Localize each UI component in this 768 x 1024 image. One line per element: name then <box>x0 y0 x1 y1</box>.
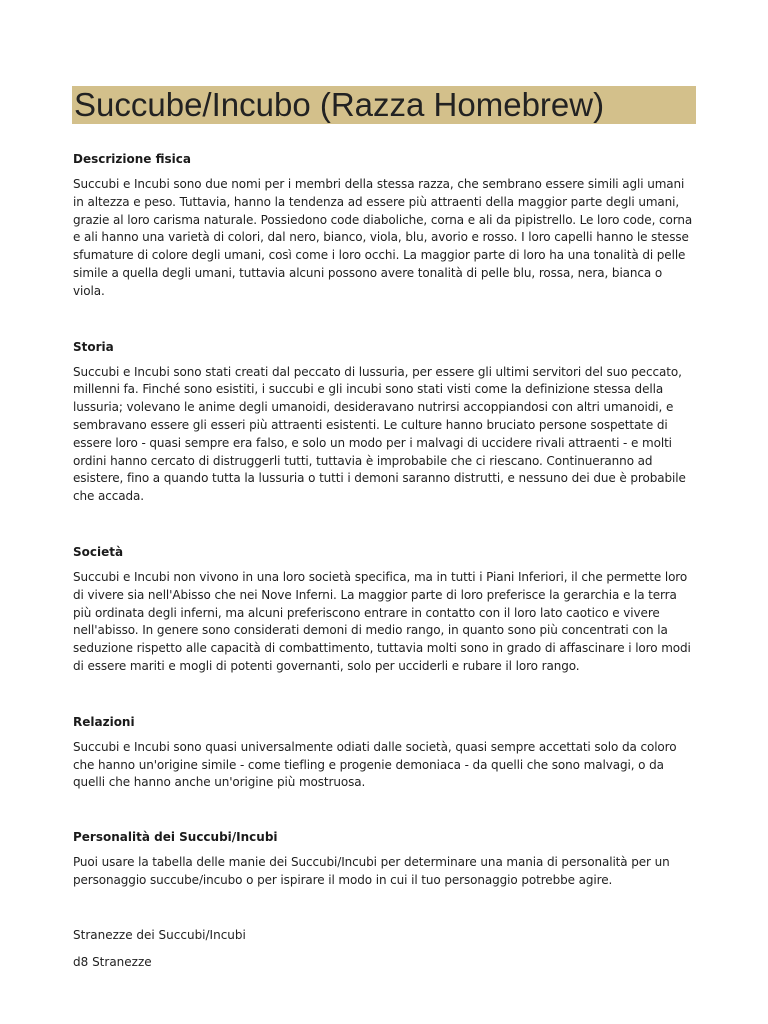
quirks-table-header: d8 Stranezze <box>73 954 152 969</box>
section-paragraph: Succubi e Incubi sono quasi universalmente odiati dalle società, quasi sempre accettati solo da coloro che hanno un'origine simile - come tiefling e progenie demoniaca - da quelli che sono malvagi, o da quelli che hanno anche un'origine più mostruosa. <box>73 739 677 790</box>
section-heading: Relazioni <box>73 714 135 729</box>
section-paragraph: Succubi e Incubi sono due nomi per i membri della stessa razza, che sembrano essere simili agli umani in altezza e peso. Tuttavia, hanno la tendenza ad essere più attraenti della maggior parte degli umani, grazie al loro carisma naturale. Possiedono code diaboliche, corna e ali da pipistrello. Le loro code, corna e ali hanno una varietà di colori, dal nero, bianco, viola, blu, avorio e rosso. I loro capelli hanno le stesse sfumature di colore degli umani, così come i loro occhi. La maggior parte di loro ha una tonalità di pelle simile a quella degli umani, tuttavia alcuni possono avere tonalità di pelle blu, rossa, nera, bianca o viola. <box>73 177 693 298</box>
page-title: Succube/Incubo (Razza Homebrew) <box>74 86 605 123</box>
section-paragraph: Puoi usare la tabella delle manie dei Succubi/Incubi per determinare una mania di personalità per un personaggio succube/incubo o per ispirare il modo in cui il tuo personaggio potrebbe agire. <box>73 855 670 887</box>
quirks-table-title: Stranezze dei Succubi/Incubi <box>73 927 246 942</box>
section-heading: Personalità dei Succubi/Incubi <box>73 830 278 845</box>
section-heading: Società <box>73 544 124 559</box>
section-society <box>73 543 693 676</box>
section-relations <box>73 713 693 792</box>
section-heading: Storia <box>73 339 114 354</box>
section-paragraph: Succubi e Incubi sono stati creati dal peccato di lussuria, per essere gli ultimi servitori del suo peccato, millenni fa. Finché sono esistiti, i succubi e gli incubi sono stati visti come la definizione stessa della lussuria; volevano le anime degli umanoidi, desideravano nutrirsi accoppiandosi con altri umanoidi, e sembravano essere gli esseri più attraenti esistenti. Le culture hanno bruciato persone sospettate di essere loro - quasi sempre era falso, e solo un modo per i malvagi di uccidere rivali attraenti - e molti ordini hanno cercato di distruggerli tutti, tuttavia è improbabile che ci riescano. Continueranno ad esistere, fino a quando tutta la lussuria o tutti i demoni saranno distrutti, e nessuno dei due è probabile che accada. <box>73 364 686 504</box>
document-body <box>73 150 693 971</box>
section-history <box>73 338 693 506</box>
section-paragraph: Succubi e Incubi non vivono in una loro società specifica, ma in tutti i Piani Inferiori, il che permette loro di vivere sia nell'Abisso che nei Nove Inferni. La maggior parte di loro preferisce la gerarchia e la terra più ordinata degli inferni, ma alcuni preferiscono entrare in contatto con il loro lato caotico e vivere nell'abisso. In genere sono considerati demoni di medio rango, in quanto sono più concentrati con la seduzione rispetto alle capacità di combattimento, tuttavia molti sono in grado di affascinare i loro modi di essere mariti e mogli di potenti governanti, solo per ucciderli e rubare il loro rango. <box>73 569 691 673</box>
section-physical-description <box>73 150 693 301</box>
section-heading: Descrizione fisica <box>73 152 191 166</box>
title-banner <box>72 86 696 124</box>
section-personality <box>73 828 693 890</box>
